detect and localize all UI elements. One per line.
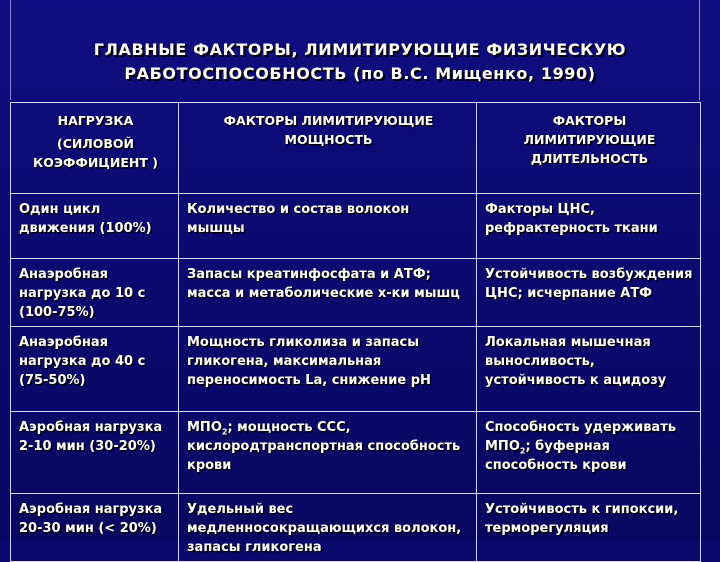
right-border-line [699,0,700,100]
title-line-1: ГЛАВНЫЕ ФАКТОРЫ, ЛИМИТИРУЮЩИЕ ФИЗИЧЕСКУЮ [93,40,627,59]
cell-duration [477,412,701,494]
cell-power: Мощность гликолиза и запасы гликогена, максимальная переносимость La, снижение pH [179,327,477,412]
cell-duration: Локальная мышечная выносливость, устойчивость к ацидозу [477,327,701,412]
duration-subscript: 2 [519,446,526,456]
cell-power: Удельный вес медленносокращающихся волокон, запасы гликогена [179,494,477,562]
cell-duration: Устойчивость возбуждения ЦНС; исчерпание АТФ [477,259,701,327]
title-line-2: РАБОТОСПОСОБНОСТЬ (по В.С. Мищенко, 1990) [124,64,596,83]
cell-load: Аэробная нагрузка 2-10 мин (30-20%) [11,412,179,494]
power-text-post: ; мощность ССС, кислородтранспортная способность крови [187,420,461,473]
left-border-line [10,0,11,100]
cell-load: Один цикл движения (100%) [11,194,179,259]
cell-load: Анаэробная нагрузка до 10 с (100-75%) [11,259,179,327]
header-load-title: НАГРУЗКА [57,113,134,128]
table-row [11,327,701,412]
duration-text-post: ; буферная способность крови [485,439,627,473]
cell-load: Анаэробная нагрузка до 40 с (75-50%) [11,327,179,412]
header-duration: ФАКТОРЫ ЛИМИТИРУЮЩИЕ ДЛИТЕЛЬНОСТЬ [477,103,701,194]
cell-power: Запасы креатинфосфата и АТФ; масса и метаболические х-ки мышц [179,259,477,327]
table-header-row [11,103,701,194]
cell-power [179,412,477,494]
slide-title [40,38,680,86]
cell-duration: Факторы ЦНС, рефрактерность ткани [477,194,701,259]
power-subscript: 2 [221,427,228,437]
header-load-subtitle: (СИЛОВОЙ КОЭФФИЦИЕНТ ) [33,136,158,170]
cell-load: Аэробная нагрузка 20-30 мин (< 20%) [11,494,179,562]
table-row [11,494,701,562]
power-text-pre: МПО [187,420,222,435]
table-row [11,412,701,494]
table-row [11,194,701,259]
cell-duration: Устойчивость к гипоксии, терморегуляция [477,494,701,562]
table-row [11,259,701,327]
factors-table [10,102,701,562]
header-load [11,103,179,194]
cell-power: Количество и состав волокон мышцы [179,194,477,259]
duration-text-pre: Способность удерживать МПО [485,420,676,454]
header-power: ФАКТОРЫ ЛИМИТИРУЮЩИЕ МОЩНОСТЬ [179,103,477,194]
